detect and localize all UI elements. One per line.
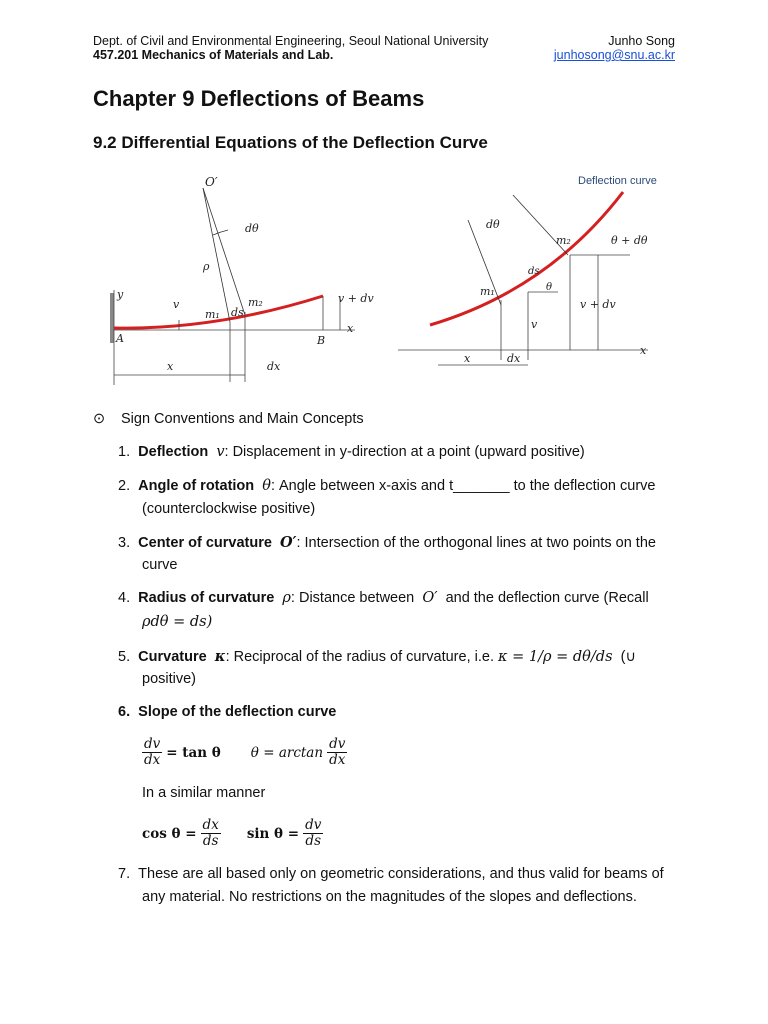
list-item-cont: (counterclockwise positive) bbox=[142, 501, 316, 517]
list-item-cont: ρdθ = ds) bbox=[142, 614, 213, 630]
label-d-theta-r: dθ bbox=[486, 218, 500, 231]
chapter-title: Chapter 9 Deflections of Beams bbox=[93, 86, 425, 111]
label-d-theta: dθ bbox=[245, 222, 259, 235]
label-v-r: v bbox=[531, 318, 538, 331]
section-title: 9.2 Differential Equations of the Deflection Curve bbox=[93, 133, 488, 152]
similar-text: In a similar manner bbox=[142, 785, 266, 801]
list-item: 3. Center of curvature O′: Intersection of the orthogonal lines at two points on the bbox=[118, 534, 656, 551]
label-m2: m₂ bbox=[248, 296, 263, 309]
label-a: A bbox=[116, 332, 124, 345]
label-v-dv-r: v + dv bbox=[580, 298, 616, 311]
list-item: 5. Curvature κ: Reciprocal of the radius of curvature, i.e. κ = 1/ρ = dθ/ds (∪ bbox=[118, 648, 637, 665]
header-dept: Dept. of Civil and Environmental Engineering, Seoul National University bbox=[93, 34, 489, 48]
label-ds: ds bbox=[231, 306, 244, 319]
label-v: v bbox=[173, 298, 180, 311]
label-b: B bbox=[317, 334, 326, 347]
header-course: 457.201 Mechanics of Materials and Lab. bbox=[93, 48, 334, 62]
label-v-dv: v + dv bbox=[338, 292, 374, 305]
label-m1-r: m₁ bbox=[480, 285, 495, 298]
bullet-heading: Sign Conventions and Main Concepts bbox=[121, 411, 364, 427]
label-x-dim: x bbox=[167, 360, 174, 373]
label-dx-r: dx bbox=[507, 352, 521, 365]
list-item: 4. Radius of curvature ρ: Distance between O′ and the deflection curve (Recall bbox=[118, 590, 649, 606]
label-x-r: x bbox=[640, 344, 647, 357]
list-item-cont: any material. No restrictions on the magnitudes of the slopes and deflections. bbox=[142, 889, 637, 905]
equation-slope: $\frac{dv}{dx}$ = tan θ θ = arctan $\frac{dv}{dx}$ bbox=[144, 736, 346, 768]
list-item: 2. Angle of rotation θ: Angle between x-axis and t_______ to the deflection curve bbox=[118, 478, 656, 494]
label-x: x bbox=[347, 322, 354, 335]
beam-deflection-figure-right bbox=[398, 170, 678, 370]
equation-cos-sin: cos θ = $\frac{dx}{ds}$ sin θ = $\frac{dv}{ds}$ bbox=[142, 817, 322, 849]
label-m1: m₁ bbox=[205, 308, 220, 321]
list-item: 1. Deflection v: Displacement in y-direction at a point (upward positive) bbox=[118, 444, 585, 460]
label-theta: θ bbox=[546, 282, 553, 293]
label-m2-r: m₂ bbox=[556, 234, 571, 247]
list-item-cont: positive) bbox=[142, 671, 196, 687]
label-deflection-curve: Deflection curve bbox=[578, 175, 657, 187]
label-ds-r: ds bbox=[528, 266, 540, 277]
label-theta-dtheta: θ + dθ bbox=[611, 234, 648, 247]
label-x-dim-r: x bbox=[464, 352, 471, 365]
label-dx: dx bbox=[267, 360, 281, 373]
beam-deflection-figure-left bbox=[95, 170, 375, 390]
header-email-link[interactable]: junhosong@snu.ac.kr bbox=[553, 48, 675, 62]
bullet-icon: ⊙ bbox=[93, 411, 106, 427]
list-item-cont: curve bbox=[142, 557, 178, 573]
list-item: 6. Slope of the deflection curve bbox=[118, 704, 337, 720]
fixed-support bbox=[110, 293, 114, 343]
label-rho: ρ bbox=[203, 260, 210, 273]
label-o-prime: O′ bbox=[205, 175, 218, 189]
header-author: Junho Song bbox=[608, 34, 675, 48]
label-y: y bbox=[117, 288, 124, 301]
list-item: 7. These are all based only on geometric considerations, and thus valid for beams of bbox=[118, 866, 664, 882]
